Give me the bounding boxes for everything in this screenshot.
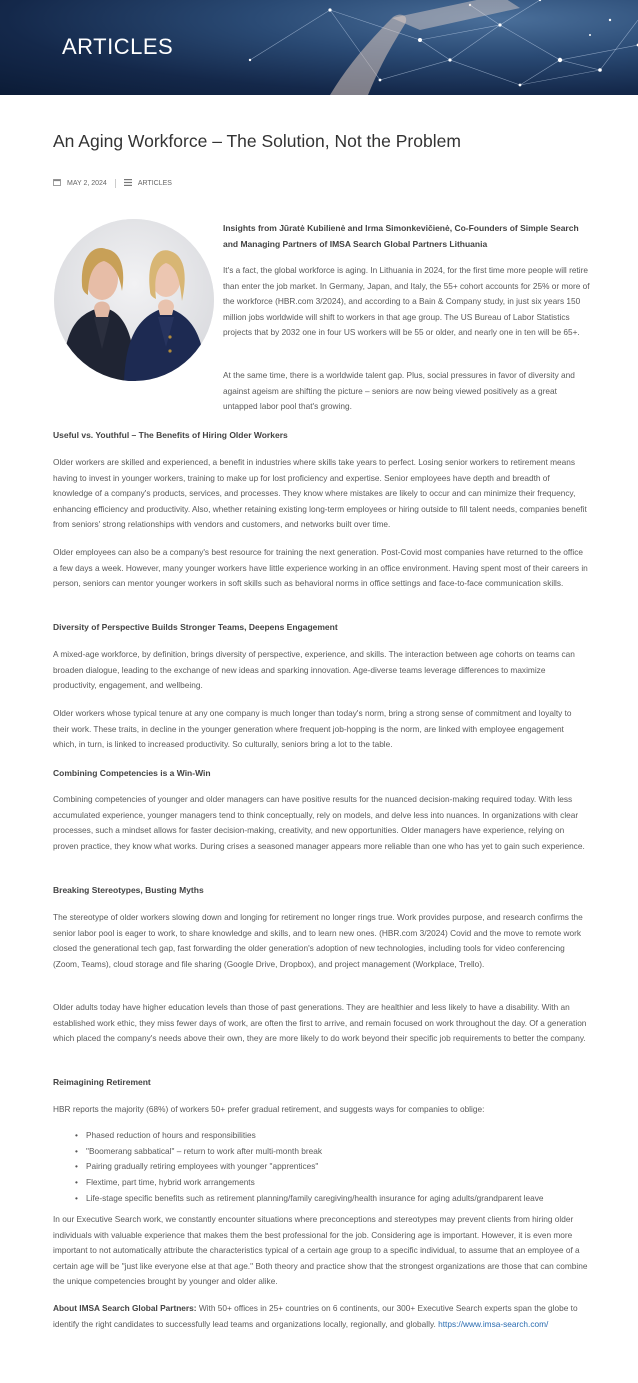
article-title: An Aging Workforce – The Solution, Not the Problem: [53, 131, 461, 151]
intro-paragraph-2: At the same time, there is a worldwide talent gap. Plus, social pressures in favor of diversity and against ageism are shifting the picture – seniors are now being viewed positively as a great untapped labor pool that's growing.: [223, 370, 575, 412]
section-heading-diversity: Diversity of Perspective Builds Stronger Teams, Deepens Engagement: [53, 622, 338, 632]
section-heading-competencies: Combining Competencies is a Win-Win: [53, 768, 211, 778]
intro-heading: Insights from Jūratė Kubilienė and Irma Simonkevičienė, Co-Founders of Simple Search and Managing Partners of IMSA Search Global Partners Lithuania: [223, 223, 579, 249]
authors-photo: [54, 219, 214, 381]
paragraph-stereotypes-1: The stereotype of older workers slowing down and longing for retirement no longer rings true. Work provides purpose, and research confirms the senior labor pool is eager to work, to share knowledge and skills, and to learn new ones. (HBR.com 3/2024) Covid and the move to remote work closed the generational tech gap, fast forwarding the older generation's adoption of new technologies, including tools for video conferencing (Zoom, Teams), cloud storage and file sharing (Google Drive, Dropbox), and project management (Workplace, Trello).: [53, 912, 583, 969]
list-item: • Life-stage specific benefits such as retirement planning/family caregiving/health insurance for aging adults/grandparent leave: [74, 1191, 544, 1207]
header-banner: [0, 0, 638, 95]
article-meta: [53, 178, 172, 188]
about-text: With 50+ offices in 25+ countries on 6 continents, our 300+ Executive Search experts span the globe to identify the right candidates to successfully lead teams and organizations locally, regionally, and globally.: [53, 1303, 578, 1329]
paragraph-stereotypes-2: Older adults today have higher education levels than those of past generations. They are healthier and less likely to have a disability. With an established work ethic, they miss fewer days of work, are often the first to arrive, and remain focused on work throughout the day. Of a generation which placed the company's needs above their own, they are more likely to do work beyond their specific job requirements to better the company.: [53, 1002, 587, 1044]
meta-divider: [115, 179, 116, 188]
paragraph-benefits-1: Older workers are skilled and experienced, a benefit in industries where skills take years to perfect. Losing senior workers to retirement means having to invest in younger workers, training to make up for lost proficiency and expertise. Senior employees have depth and breadth of knowledge of a company's products, services, and processes. They know where mistakes are likely to occur and can minimize their frequency, enhancing efficiency and productivity. Also, whether retaining existing long-term employees or hiring outside to fill talent needs, companies benefit from seniors' strong relationships with vendors and customers, and networks built over time.: [53, 457, 587, 530]
section-heading-stereotypes: Breaking Stereotypes, Busting Myths: [53, 885, 204, 895]
imsa-website-link[interactable]: https://www.imsa-search.com/: [438, 1318, 549, 1329]
section-heading-retirement: Reimagining Retirement: [53, 1077, 151, 1087]
about-paragraph: [53, 1301, 589, 1332]
list-item: • Pairing gradually retiring employees with younger "apprentices": [74, 1159, 544, 1175]
menu-icon: [124, 179, 132, 188]
retirement-options-list: [74, 1128, 544, 1207]
list-item: • Flextime, part time, hybrid work arrangements: [74, 1175, 544, 1191]
article-date: MAY 2, 2024: [67, 179, 107, 187]
paragraph-diversity-1: A mixed-age workforce, by definition, brings diversity of perspective, experience, and skills. The interaction between age cohorts on teams can broaden dialogue, leading to the exchange of new ideas and sparking innovation. Age-diverse teams leverage differences to maximize productivity, engagement, and wellbeing.: [53, 649, 575, 691]
calendar-icon: [53, 178, 61, 188]
paragraph-competencies: Combining competencies of younger and older managers can have positive results for the nuanced decision-making required today. With less accumulated experience, younger managers tend to think conceptually, rely on models, and delve less into nuances. In organizations with clear processes, such a mindset allows for faster decision-making, creativity, and new opportunities. Older managers have experience, relying on proven practice, they know what works. During crises a seasoned manager appears more reliable than one who has yet to gain such experience.: [53, 794, 585, 851]
article-category[interactable]: ARTICLES: [137, 179, 172, 187]
paragraph-benefits-2: Older employees can also be a company's best resource for training the next generation. Post-Covid most companies have returned to the office a few days a week. However, many younger workers have little experience working in an office environment. Having spent most of their careers in person, seniors can mentor younger workers in soft skills such as behavioral norms in office settings and face-to-face communication skills.: [53, 547, 588, 589]
about-label: About IMSA Search Global Partners:: [53, 1303, 197, 1313]
paragraph-executive-search: In our Executive Search work, we constantly encounter situations where preconceptions and stereotypes may prevent clients from hiring older individuals with valuable experience that makes them the best professional for the job. Considering age is important. However, it is even more important to not automatically attribute the characteristics typical of a certain age group to a specific individual, to assume that an employee of a certain age will be "just like everyone else at that age." Both theory and practice show that the strongest organizations are those that can combine the unique competencies brought by younger and older alike.: [53, 1214, 588, 1287]
list-item: • Phased reduction of hours and responsibilities: [74, 1128, 544, 1144]
list-item: • "Boomerang sabbatical" – return to work after multi-month break: [74, 1144, 544, 1160]
intro-paragraph-1: It's a fact, the global workforce is aging. In Lithuania in 2024, for the first time more people will retire than enter the job market. In Germany, Japan, and Italy, the 55+ cohort accounts for 25% or more of the workforce (HBR.com 3/2024), and according to a Bain & Company study, in just six years 150 million jobs worldwide will shift to workers in that age group. The US Bureau of Labor Statistics projects that by 2032 one in four US workers will be 55 or older, and nearly one in ten will be 65+.: [223, 265, 590, 338]
paragraph-retirement-intro: HBR reports the majority (68%) of workers 50+ prefer gradual retirement, and suggests ways for companies to oblige:: [53, 1104, 485, 1114]
section-heading-benefits: Useful vs. Youthful – The Benefits of Hiring Older Workers: [53, 430, 288, 440]
paragraph-diversity-2: Older workers whose typical tenure at any one company is much longer than today's norm, bring a strong sense of commitment and loyalty to their work. These traits, in decline in the younger generation where frequent job-hopping is the norm, are linked with employee engagement which, in turn, is linked to increased productivity. So culturally, seniors bring a lot to the table.: [53, 708, 572, 750]
banner-title: ARTICLES: [62, 34, 174, 59]
